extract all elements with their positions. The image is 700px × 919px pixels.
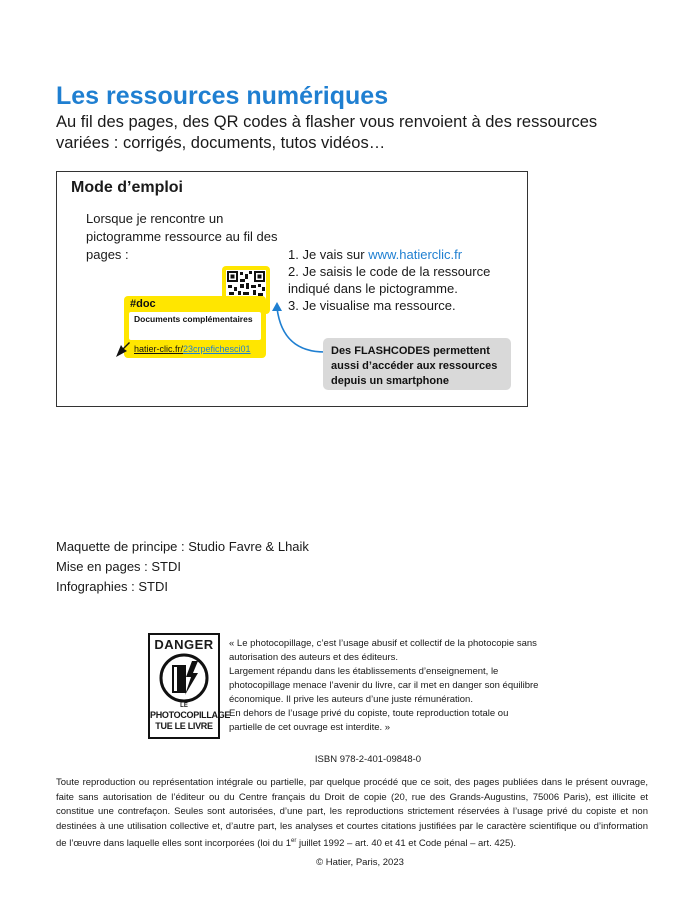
card-description: Documents complémentaires [134,314,253,324]
danger-word: DANGER [154,637,214,652]
step-2: 2. Je saisis le code de la ressource indiqué dans le pictogramme. [288,264,491,296]
cursor-arrow-icon [115,340,131,358]
hatierclic-link[interactable]: www.hatierclic.fr [368,247,463,262]
card-link[interactable] [134,344,264,354]
card-link-domain: hatier-clic.fr/ [134,344,184,354]
danger-photocopillage: PHOTOCOPILLAGE [150,710,231,720]
card-tag: #doc [130,298,156,310]
callout-arrow-icon [269,300,329,360]
card-link-code: 23crpefichesci01 [183,344,251,354]
resource-pictogram-card [124,296,266,358]
step-1-text: 1. Je vais sur [288,247,369,262]
danger-tue-le-livre: TUE LE LIVRE [155,721,213,731]
page-title: Les ressources numériques [56,82,389,110]
credits [56,537,309,597]
legal-text-end: juillet 1992 – art. 40 et 41 et Code pénal – art. 425). [296,838,517,850]
legal-sup: er [291,838,297,844]
quote-paragraph-3: En dehors de l’usage privé du copiste, toute reproduction totale ou partielle de cet ouvrage est interdite. » [229,708,509,733]
danger-le: LE [180,703,188,709]
photocopillage-quote [229,637,539,735]
credit-mise-en-pages: Mise en pages : STDI [56,559,181,574]
quote-paragraph-2: Largement répandu dans les établissements d’enseignement, le photocopillage menace l’avenir du livre, car il met en danger son équilibre économique. Il prive les auteurs d’une juste rémunération. [229,666,539,705]
flashcode-note: Des FLASHCODES permettent aussi d’accéder aux ressources depuis un smartphone [331,345,498,387]
step-1 [288,246,528,263]
book-lightning-icon [158,653,210,703]
card-inner [129,312,261,340]
quote-paragraph-1: « Le photocopillage, c’est l’usage abusif et collectif de la photocopie sans autorisation des auteurs et des éditeurs. [229,638,537,663]
danger-photocopillage-logo [148,633,231,739]
mode-emploi-title: Mode d’emploi [71,179,183,196]
copyright: © Hatier, Paris, 2023 [316,857,404,868]
isbn: ISBN 978-2-401-09848-0 [314,754,422,765]
credit-maquette: Maquette de principe : Studio Favre & Lhaik [56,539,309,554]
pictogram-intro: Lorsque je rencontre un pictogramme ressource au fil des pages : [86,211,278,262]
mode-emploi-box [56,171,528,407]
flashcode-note-box [323,338,511,390]
legal-text: Toute reproduction ou représentation intégrale ou partielle, par quelque procédé que ce soit, des pages publiées dans le présent ouvrage, faite sans autorisation de l’éditeur ou du Centre français du Droit de copie (20, rue des Grands-Augustins, 75006 Paris), est illicite et constitue une contrefaçon. Seules sont autorisées, d’une part, les reproductions strictement réservées à l’usage privé du copiste et non destinées à une utilisation collective et, d’autre part, les analyses et courtes citations justifiées par le caractère scientifique ou d’information de l’œuvre dans laquelle elles sont incorporées (loi du 1 [56,777,648,850]
legal-notice [56,776,648,852]
credit-infographies: Infographies : STDI [56,579,168,594]
intro-text: Au fil des pages, des QR codes à flasher vous renvoient à des ressources variées : corrigés, documents, tutos vidéos… [56,113,598,152]
step-3: 3. Je visualise ma ressource. [288,298,456,313]
